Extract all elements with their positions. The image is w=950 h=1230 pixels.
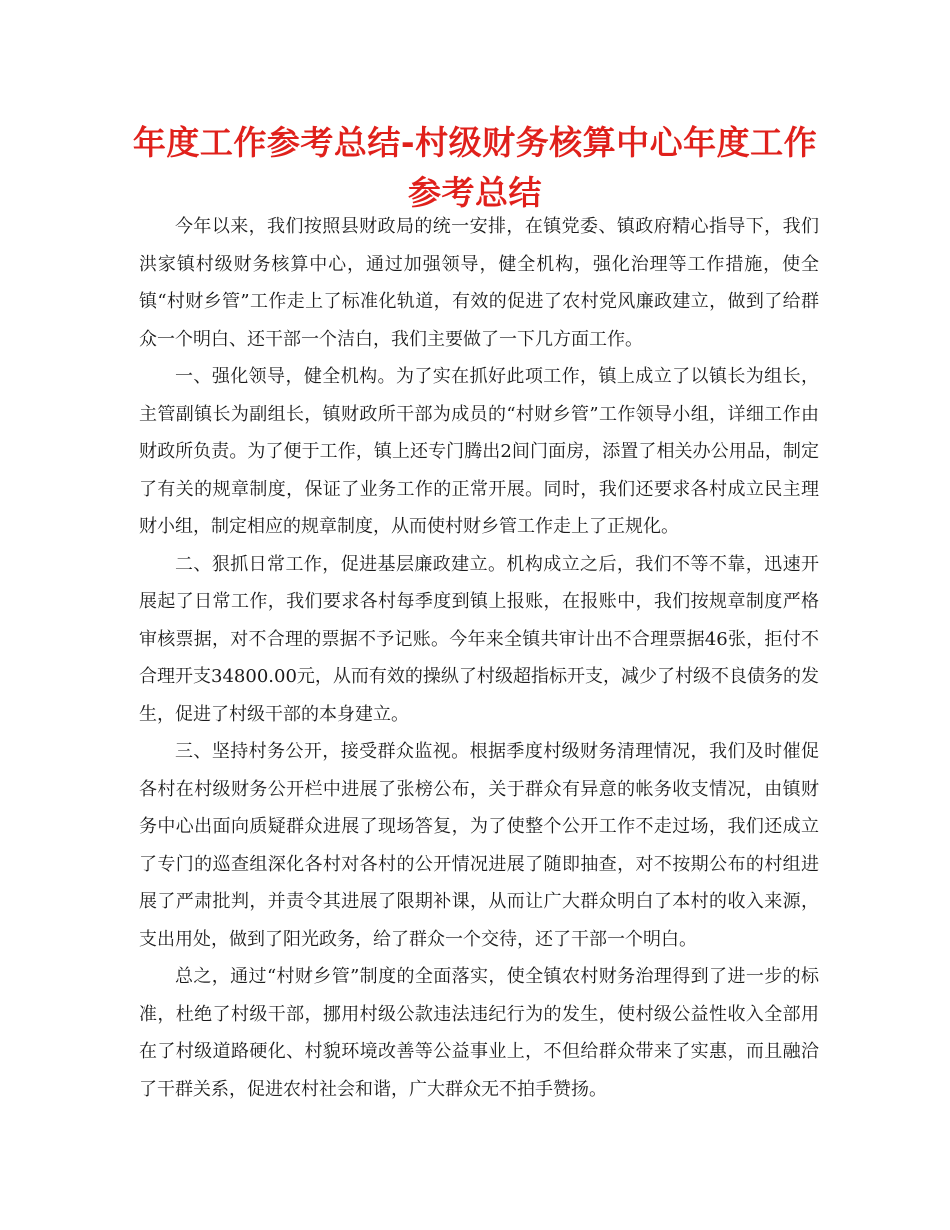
document-body: [139, 208, 819, 1108]
paragraph-section-2: 二、狠抓日常工作，促进基层廉政建立。机构成立之后，我们不等不靠，迅速开展起了日常工作，我们要求各村每季度到镇上报账，在报账中，我们按规章制度严格审核票据，对不合理的票据不予记账。今年来全镇共审计出不合理票据46张，拒付不合理开支34800.00元，从而有效的操纵了村级超指标开支，减少了村级不良债务的发生，促进了村级干部的本身建立。: [139, 553, 819, 725]
document-title: 年度工作参考总结-村级财务核算中心年度工作参考总结: [132, 123, 818, 212]
paragraph-conclusion: 总之，通过“村财乡管”制度的全面落实，使全镇农村财务治理得到了进一步的标准，杜绝了村级干部，挪用村级公款违法违纪行为的发生，使村级公益性收入全部用在了村级道路硬化、村貌环境改善等公益事业上，不但给群众带来了实惠，而且融洽了干群关系，促进农村社会和谐，广大群众无不拍手赞扬。: [139, 966, 819, 1100]
paragraph-section-3: 三、坚持村务公开，接受群众监视。根据季度村级财务清理情况，我们及时催促各村在村级财务公开栏中进展了张榜公布，关于群众有异意的帐务收支情况，由镇财务中心出面向质疑群众进展了现场答复，为了使整个公开工作不走过场，我们还成立了专门的巡查组深化各村对各村的公开情况进展了随即抽查，对不按期公布的村组进展了严肃批判，并责令其进展了限期补课，从而让广大群众明白了本村的收入来源，支出用处，做到了阳光政务，给了群众一个交待，还了干部一个明白。: [139, 741, 819, 950]
paragraph-intro: 今年以来，我们按照县财政局的统一安排，在镇党委、镇政府精心指导下，我们洪家镇村级财务核算中心，通过加强领导，健全机构，强化治理等工作措施，使全镇“村财乡管”工作走上了标准化轨道，有效的促进了农村党风廉政建立，做到了给群众一个明白、还干部一个洁白，我们主要做了一下几方面工作。: [139, 216, 819, 350]
paragraph-section-1: 一、强化领导，健全机构。为了实在抓好此项工作，镇上成立了以镇长为组长，主管副镇长为副组长，镇财政所干部为成员的“村财乡管”工作领导小组，详细工作由财政所负责。为了便于工作，镇上还专门腾出2间门面房，添置了相关办公用品，制定了有关的规章制度，保证了业务工作的正常开展。同时，我们还要求各村成立民主理财小组，制定相应的规章制度，从而使村财乡管工作走上了正规化。: [139, 366, 819, 537]
